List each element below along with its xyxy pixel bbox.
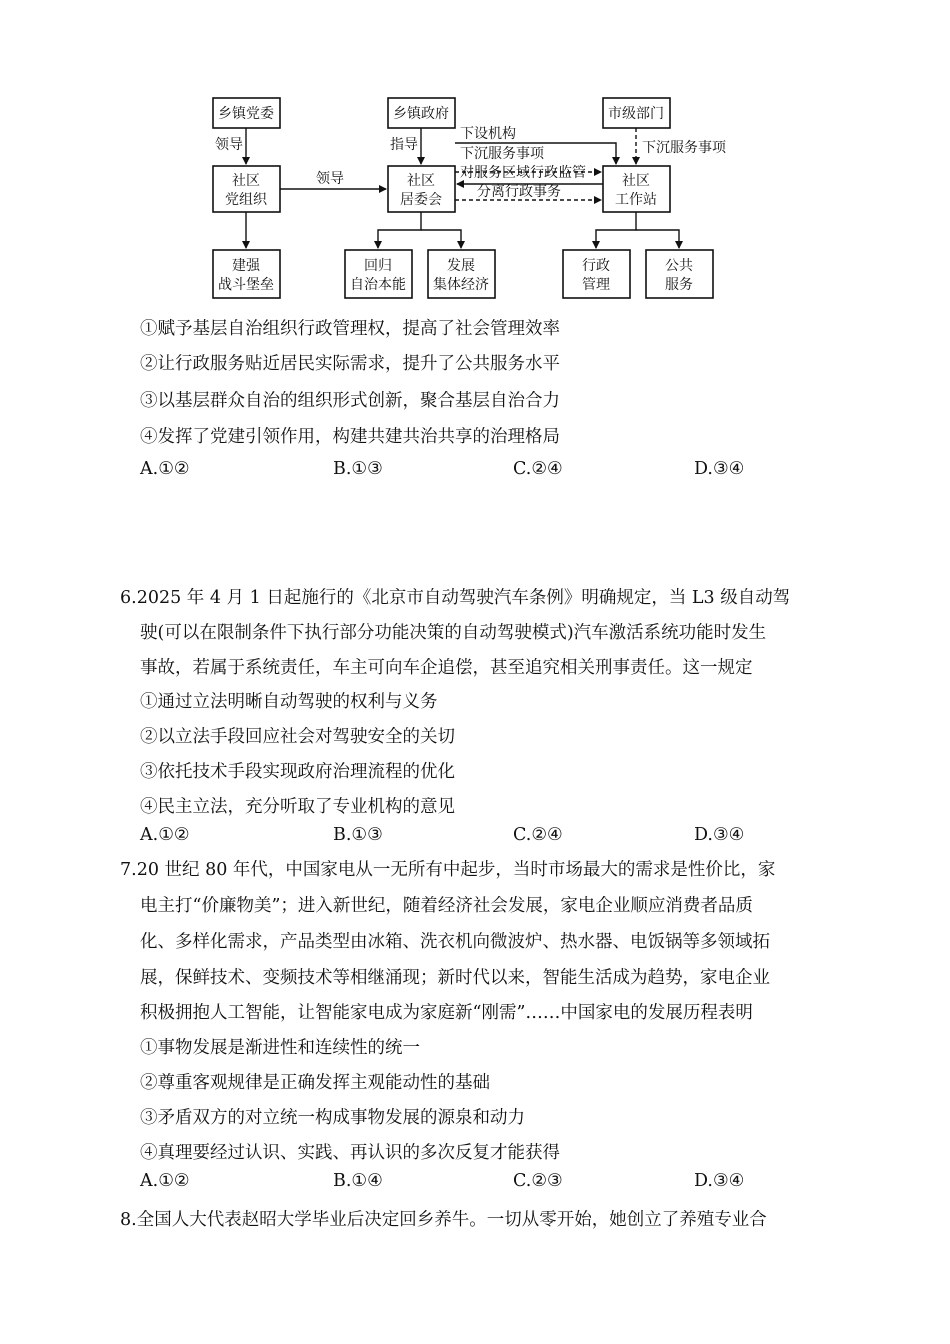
label-lingdao-2: 领导: [316, 171, 344, 187]
text-shequ-juweihui-2: 居委会: [400, 192, 442, 208]
q7-answer-a: A.①②: [140, 1171, 190, 1191]
q6-answer-a: A.①②: [140, 825, 190, 845]
q5-answer-d: D.③④: [694, 459, 745, 479]
q5-answer-c: C.②④: [513, 459, 563, 479]
text-shequ-gongzuozhan-2: 工作站: [615, 192, 657, 208]
q6-answer-d: D.③④: [694, 825, 745, 845]
text-shequ-dangzuzhi-1: 社区: [232, 173, 260, 189]
text-jianqiang-2: 战斗堡垒: [218, 277, 274, 293]
q7-option-1: ①事物发展是渐进性和连续性的统一: [140, 1038, 420, 1058]
text-shequ-dangzuzhi-2: 党组织: [225, 192, 267, 208]
q7-stem-line-1: 7.20 世纪 80 年代，中国家电从一无所有中起步，当时市场最大的需求是性价比，家: [120, 860, 776, 880]
text-shequ-juweihui-1: 社区: [407, 173, 435, 189]
q7-answer-b: B.①④: [333, 1171, 383, 1191]
text-huigui-1: 回归: [364, 258, 392, 274]
q6-answer-c: C.②④: [513, 825, 563, 845]
q7-answer-c: C.②③: [513, 1171, 563, 1191]
q6-option-4: ④民主立法，充分听取了专业机构的意见: [140, 797, 455, 817]
q6-stem-line-3: 事故，若属于系统责任，车主可向车企追偿，甚至追究相关刑事责任。这一规定: [140, 658, 753, 678]
q5-option-4: ④发挥了党建引领作用，构建共建共治共享的治理格局: [140, 427, 560, 447]
q7-stem-line-5: 积极拥抱人工智能，让智能家电成为家庭新“刚需”……中国家电的发展历程表明: [140, 1003, 753, 1023]
q6-stem-line-2: 驶(可以在限制条件下执行部分功能决策的自动驾驶模式)汽车激活系统功能时发生: [140, 623, 767, 643]
q7-answer-d: D.③④: [694, 1171, 745, 1191]
q7-option-4: ④真理要经过认识、实践、再认识的多次反复才能获得: [140, 1143, 560, 1163]
q7-option-2: ②尊重客观规律是正确发挥主观能动性的基础: [140, 1073, 490, 1093]
text-xiangzhen-dangwei: 乡镇党委: [218, 106, 274, 122]
label-lingdao-1: 领导: [215, 137, 243, 153]
q8-stem-line-1: 8.全国人大代表赵昭大学毕业后决定回乡养牛。一切从零开始，她创立了养殖专业合: [120, 1210, 767, 1230]
q7-stem-line-3: 化、多样化需求，产品类型由冰箱、洗衣机向微波炉、热水器、电饭锅等多领域拓: [140, 932, 770, 952]
community-governance-diagram: [0, 0, 950, 310]
q7-stem-line-4: 展，保鲜技术、变频技术等相继涌现；新时代以来，智能生活成为趋势，家电企业: [140, 968, 770, 988]
text-fazhan-1: 发展: [447, 258, 475, 274]
q6-option-3: ③依托技术手段实现政府治理流程的优化: [140, 762, 455, 782]
q6-answer-b: B.①③: [333, 825, 383, 845]
label-xiachen-1: 下沉服务事项: [460, 146, 544, 162]
text-shiji-bumen: 市级部门: [608, 106, 664, 122]
label-fenli: 分离行政事务: [477, 184, 561, 200]
q5-answer-a: A.①②: [140, 459, 190, 479]
text-gonggong-2: 服务: [665, 277, 693, 293]
q5-option-2: ②让行政服务贴近居民实际需求，提升了公共服务水平: [140, 354, 560, 374]
label-xiashe-jigou: 下设机构: [460, 126, 516, 142]
text-xiangzhen-zhengfu: 乡镇政府: [393, 106, 449, 122]
q5-option-1: ①赋予基层自治组织行政管理权，提高了社会管理效率: [140, 319, 560, 339]
q6-option-2: ②以立法手段回应社会对驾驶安全的关切: [140, 727, 455, 747]
q5-option-3: ③以基层群众自治的组织形式创新，聚合基层自治合力: [140, 391, 560, 411]
text-huigui-2: 自治本能: [350, 277, 406, 293]
q6-stem-line-1: 6.2025 年 4 月 1 日起施行的《北京市自动驾驶汽车条例》明确规定，当 L3 级自动驾: [120, 588, 791, 608]
q7-stem-line-2: 电主打“价廉物美”；进入新世纪，随着经济社会发展，家电企业顺应消费者品质: [140, 896, 753, 916]
text-jianqiang-1: 建强: [232, 258, 260, 274]
text-xingzheng-1: 行政: [582, 258, 610, 274]
q7-option-3: ③矛盾双方的对立统一构成事物发展的源泉和动力: [140, 1108, 525, 1128]
text-shequ-gongzuozhan-1: 社区: [622, 173, 650, 189]
label-xiachen-2: 下沉服务事项: [642, 140, 726, 156]
text-fazhan-2: 集体经济: [433, 277, 489, 293]
label-jianguan: 对服务区域行政监管: [460, 165, 586, 181]
label-zhidao: 指导: [390, 137, 418, 153]
q5-answer-b: B.①③: [333, 459, 383, 479]
text-gonggong-1: 公共: [665, 258, 693, 274]
text-xingzheng-2: 管理: [582, 277, 610, 293]
q6-option-1: ①通过立法明晰自动驾驶的权利与义务: [140, 692, 438, 712]
